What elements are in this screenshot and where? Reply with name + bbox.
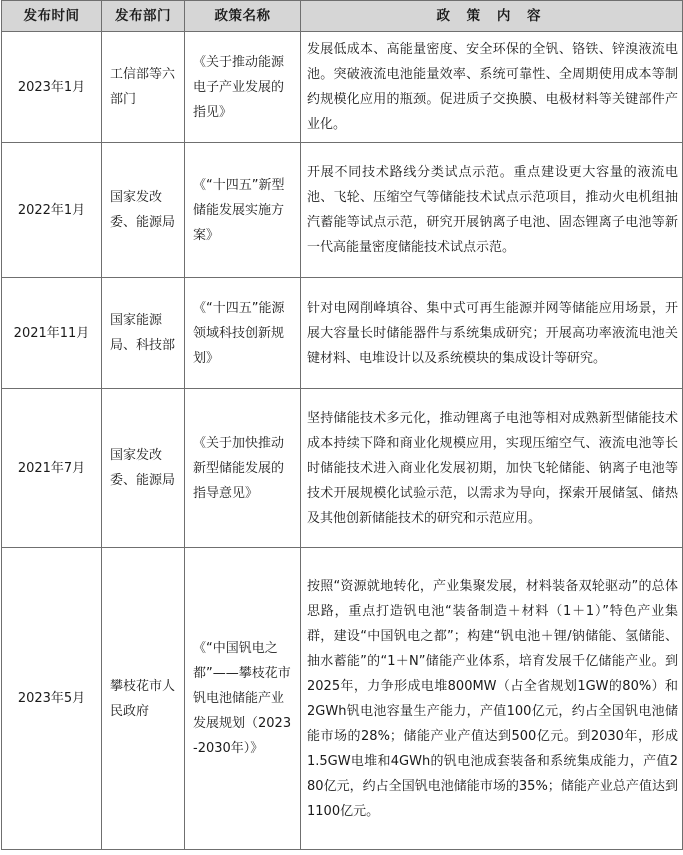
- release-date: 2023年5月: [2, 548, 102, 850]
- release-department: 国家发改委、能源局: [102, 389, 185, 548]
- policy-name: 《关于加快推动新型储能发展的指导意见》: [185, 389, 301, 548]
- release-date: 2022年1月: [2, 143, 102, 278]
- release-department: 国家能源局、科技部: [102, 278, 185, 389]
- release-date: 2021年7月: [2, 389, 102, 548]
- policy-content: 针对电网削峰填谷、集中式可再生能源并网等储能应用场景，开展大容量长时储能器件与系统集成研究；开展高功率液流电池关键材料、电堆设计以及系统模块的集成设计等研究。: [301, 278, 683, 389]
- policy-name: 《“十四五”新型储能发展实施方案》: [185, 143, 301, 278]
- header-policy-name: 政策名称: [185, 1, 301, 32]
- header-policy-content: 政 策 内 容: [301, 1, 683, 32]
- policy-content: 发展低成本、高能量密度、安全环保的全钒、铬铁、锌溴液流电池。突破液流电池能量效率、系统可靠性、全周期使用成本等制约规模化应用的瓶颈。促进质子交换膜、电极材料等关键部件产业化。: [301, 32, 683, 143]
- release-department: 工信部等六部门: [102, 32, 185, 143]
- header-row: [2, 1, 683, 32]
- policy-name: 《“中国钒电之都”——攀枝花市钒电池储能产业发展规划（2023-2030年）》: [185, 548, 301, 850]
- header-date: 发布时间: [2, 1, 102, 32]
- table-row: [2, 278, 683, 389]
- table-row: [2, 548, 683, 850]
- release-date: 2023年1月: [2, 32, 102, 143]
- policy-name: 《“十四五”能源领域科技创新规划》: [185, 278, 301, 389]
- table-row: [2, 143, 683, 278]
- policy-content: 开展不同技术路线分类试点示范。重点建设更大容量的液流电池、飞轮、压缩空气等储能技术试点示范项目，推动火电机组抽汽蓄能等试点示范，研究开展钠离子电池、固态锂离子电池等新一代高能量密度储能技术试点示范。: [301, 143, 683, 278]
- release-date: 2021年11月: [2, 278, 102, 389]
- release-department: 攀枝花市人民政府: [102, 548, 185, 850]
- header-department: 发布部门: [102, 1, 185, 32]
- policy-name: 《关于推动能源电子产业发展的指见》: [185, 32, 301, 143]
- table-row: [2, 389, 683, 548]
- policy-content: 按照“资源就地转化，产业集聚发展，材料装备双轮驱动”的总体思路，重点打造钒电池“装备制造＋材料（1＋1）”特色产业集群，建设“中国钒电之都”；构建“钒电池＋锂/钠储能、氢储能、抽水蓄能”的“1＋N”储能产业体系，培育发展千亿储能产业。到2025年，力争形成电堆800MW（占全省规划1GW的80%）和2GWh钒电池容量生产能力，产值100亿元，约占全国钒电池储能市场的28%；储能产业产值达到500亿元。到2030年，形成1.5GW电堆和4GWh的钒电池成套装备和系统集成能力，产值280亿元，约占全国钒电池储能市场的35%；储能产业总产值达到1100亿元。: [301, 548, 683, 850]
- table-row: [2, 32, 683, 143]
- energy-storage-policy-table: [1, 0, 683, 850]
- release-department: 国家发改委、能源局: [102, 143, 185, 278]
- policy-content: 坚持储能技术多元化，推动锂离子电池等相对成熟新型储能技术成本持续下降和商业化规模应用，实现压缩空气、液流电池等长时储能技术进入商业化发展初期，加快飞轮储能、钠离子电池等技术开展规模化试验示范，以需求为导向，探索开展储氢、储热及其他创新储能技术的研究和示范应用。: [301, 389, 683, 548]
